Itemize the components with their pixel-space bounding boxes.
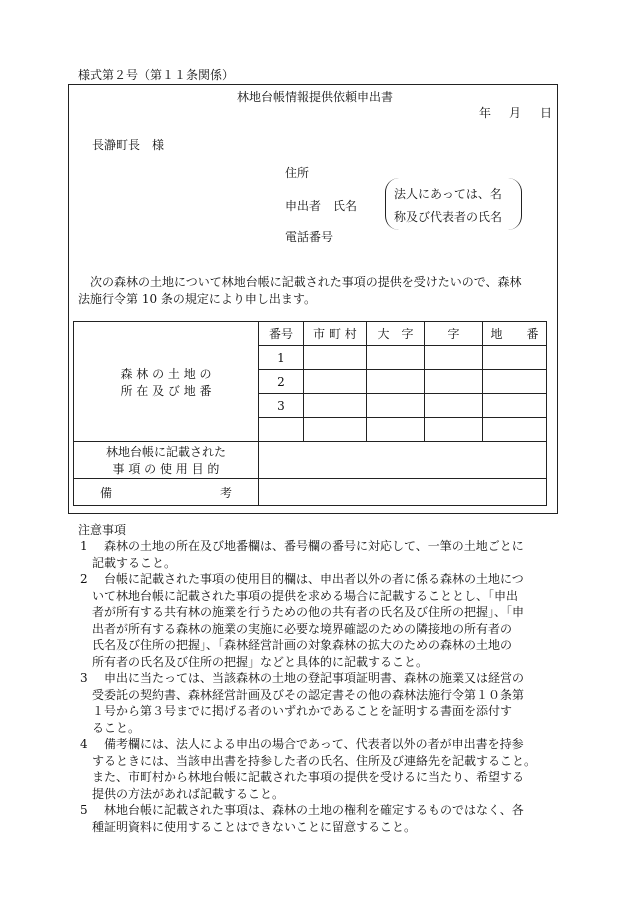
lot-number-cell[interactable] bbox=[483, 370, 547, 394]
date-year[interactable]: 年 bbox=[479, 106, 492, 120]
note-text-line: 提供の方法があれば記載すること。 bbox=[92, 786, 285, 801]
remarks-row bbox=[74, 479, 547, 506]
applicant-name-label[interactable]: 申出者 氏名 bbox=[285, 199, 358, 213]
aza-cell[interactable] bbox=[425, 394, 483, 418]
land-table bbox=[73, 321, 547, 506]
row-number: 1 bbox=[259, 346, 304, 370]
oaza-cell[interactable] bbox=[367, 346, 425, 370]
oaza-cell[interactable] bbox=[367, 370, 425, 394]
address-label[interactable]: 住所 bbox=[285, 166, 310, 180]
purpose-label-line-1: 林地台帳に記載された bbox=[105, 445, 226, 459]
note-text-line: 受委託の契約書、森林経営計画及びその認定書その他の森林法施行令第１０条第 bbox=[92, 687, 525, 702]
note-number: 1 bbox=[80, 539, 88, 553]
note-text-line: いて林地台帳に記載された事項の提供を求める場合に記載することとし、「申出 bbox=[92, 588, 519, 603]
lot-number-cell[interactable] bbox=[483, 394, 547, 418]
note-text-line: １号から第３号までに掲げる者のいずれかであることを証明する書面を添付す bbox=[92, 704, 513, 718]
remarks-input-cell[interactable] bbox=[259, 479, 547, 506]
aza-cell[interactable] bbox=[425, 346, 483, 370]
date-month[interactable]: 月 bbox=[509, 106, 522, 120]
purpose-label-line-2: 事 項 の 使 用 目 的 bbox=[112, 462, 220, 476]
note-number: 5 bbox=[80, 803, 88, 817]
oaza-cell[interactable] bbox=[367, 418, 425, 442]
row-number bbox=[259, 418, 304, 442]
intro-line-1: 次の森林の土地について林地台帳に記載された事項の提供を受けたいので、森林 bbox=[78, 275, 522, 289]
corporate-note-line-2: 称及び代表者の氏名 bbox=[394, 210, 503, 224]
note-text-line: 者が所有する共有林の施業を行うための他の共有者の氏名及び住所の把握」、「申 bbox=[92, 605, 525, 619]
municipality-cell[interactable] bbox=[304, 394, 367, 418]
note-text-line: 氏名及び住所の把握」、「森林経営計画の対象森林の拡大のための森林の土地の bbox=[92, 638, 513, 652]
lot-number-cell[interactable] bbox=[483, 346, 547, 370]
purpose-label-cell bbox=[74, 442, 259, 479]
aza-cell[interactable] bbox=[425, 418, 483, 442]
form-number: 様式第２号（第１１条関係） bbox=[78, 68, 235, 82]
note-text-line: 林地台帳に記載された事項は、森林の土地の権利を確定するものではなく、各 bbox=[104, 803, 524, 817]
note-text-line: また、市町村から林地台帳に記載された事項の提供を受けるに当たり、希望する bbox=[92, 770, 525, 784]
municipality-cell[interactable] bbox=[304, 346, 367, 370]
intro-line-2: 法施行令第 10 条の規定により申し出ます。 bbox=[78, 292, 316, 306]
header-lot-number: 地 番 bbox=[483, 322, 547, 346]
note-text-line: 森林の土地の所在及び地番欄は、番号欄の番号に対応して、一筆の土地ごとに bbox=[104, 539, 524, 553]
note-text-line: 所有者の氏名及び住所の把握」などと具体的に記載すること。 bbox=[92, 654, 429, 669]
location-label-line-1: 森 林 の 土 地 の bbox=[120, 366, 212, 381]
municipality-cell[interactable] bbox=[304, 418, 367, 442]
header-oaza: 大 字 bbox=[367, 322, 425, 346]
row-number: 2 bbox=[259, 370, 304, 394]
note-text-line: 台帳に記載された事項の使用目的欄は、申出者以外の者に係る森林の土地につ bbox=[104, 572, 524, 586]
note-text-line: 備考欄には、法人による申出の場合であって、代表者以外の者が申出書を持参 bbox=[104, 737, 524, 751]
header-aza: 字 bbox=[425, 322, 483, 346]
location-label-line-2: 所 在 及 び 地 番 bbox=[120, 383, 212, 398]
notes-title: 注意事項 bbox=[78, 523, 127, 537]
note-text-line: 申出に当たっては、当該森林の土地の登記事項証明書、森林の施業又は経営の bbox=[104, 671, 525, 685]
header-number: 番号 bbox=[259, 322, 304, 346]
corporate-note-line-1: 法人にあっては、名 bbox=[394, 187, 502, 201]
remarks-label-cell: 備 考 bbox=[74, 479, 259, 506]
aza-cell[interactable] bbox=[425, 370, 483, 394]
table-header-row bbox=[74, 322, 547, 346]
form-title: 林地台帳情報提供依頼申出書 bbox=[236, 90, 393, 104]
purpose-input-cell[interactable] bbox=[259, 442, 547, 479]
note-text-line: ること。 bbox=[92, 720, 141, 735]
oaza-cell[interactable] bbox=[367, 394, 425, 418]
lot-number-cell[interactable] bbox=[483, 418, 547, 442]
phone-label[interactable]: 電話番号 bbox=[285, 230, 334, 244]
note-text-line: 出者が所有する森林の施業の実施に必要な境界確認のための隣接地の所有者の bbox=[92, 621, 513, 636]
note-number: 4 bbox=[80, 737, 88, 751]
date-day[interactable]: 日 bbox=[540, 106, 553, 120]
header-municipality: 市 町 村 bbox=[304, 322, 367, 346]
note-number: 3 bbox=[80, 671, 88, 685]
note-text-line: 記載すること。 bbox=[92, 555, 177, 570]
note-text-line: 種証明資料に使用することはできないことに留意すること。 bbox=[92, 819, 417, 834]
note-text-line: するときには、当該申出書を持参した者の氏名、住所及び連絡先を記載すること。 bbox=[92, 753, 537, 768]
addressee: 長瀞町長 様 bbox=[92, 138, 165, 152]
row-number: 3 bbox=[259, 394, 304, 418]
location-label-cell bbox=[74, 322, 259, 442]
purpose-row bbox=[74, 442, 547, 479]
municipality-cell[interactable] bbox=[304, 370, 367, 394]
note-number: 2 bbox=[80, 572, 88, 586]
